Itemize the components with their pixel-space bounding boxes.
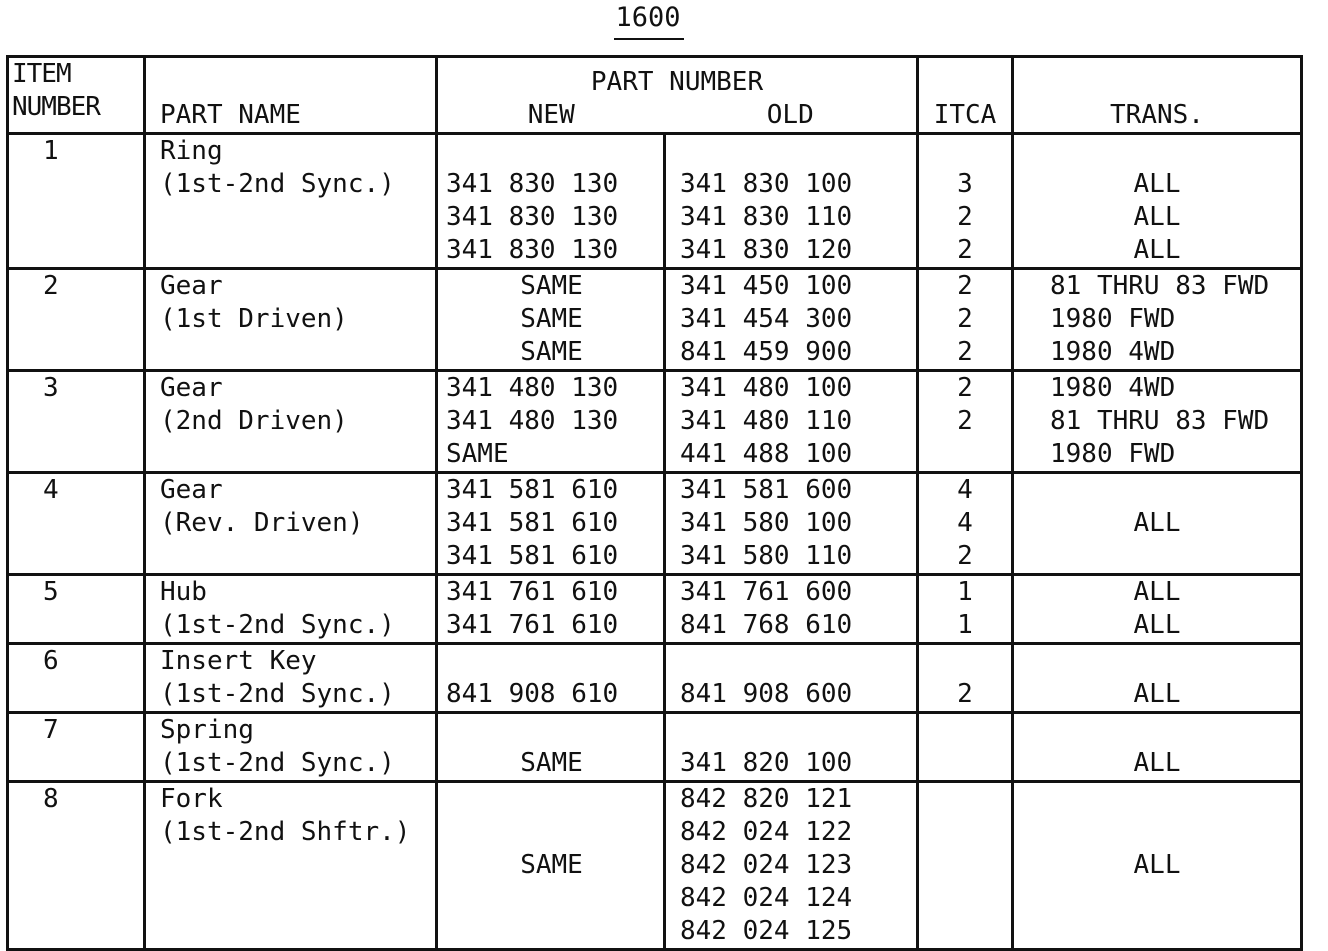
trans-cell [1013,782,1302,950]
itca-cell [918,269,1013,371]
new-part-number-cell [437,782,665,950]
item-number-cell [8,713,145,782]
itca-value: 2 [957,304,973,334]
trans-value: ALL [1133,610,1181,640]
itca-value: 4 [957,475,973,505]
old-part-number: 341 830 110 [680,202,853,232]
new-part-number: 341 830 130 [446,235,619,265]
part-name-line: (1st-2nd Shftr.) [160,817,411,847]
itca-value: 2 [957,679,973,709]
old-part-number [680,645,910,678]
old-part-number: 841 908 600 [680,679,853,709]
old-part-number [680,135,910,168]
new-part-number: 341 830 130 [446,169,619,199]
item-number: 7 [43,715,59,745]
trans-value: ALL [1133,577,1181,607]
itca-value [925,747,1005,780]
part-name-line: Hub [160,577,207,607]
item-number-cell [8,782,145,950]
itca-value: 2 [957,202,973,232]
itca-cell [918,782,1013,950]
new-part-number-cell [437,371,665,473]
new-part-number: 341 480 130 [446,373,619,403]
new-part-number: SAME [520,748,583,778]
new-part-number [446,135,657,168]
part-name-cell [145,713,437,782]
itca-value: 2 [957,373,973,403]
item-number-cell [8,134,145,269]
old-part-number [680,714,910,747]
trans-value: ALL [1133,169,1181,199]
new-part-number-cell [437,644,665,713]
itca-value: 2 [957,337,973,367]
new-part-number: 841 908 610 [446,679,619,709]
old-part-number: 341 450 100 [680,271,853,301]
item-number: 8 [43,784,59,814]
itca-value [925,714,1005,747]
new-part-number-cell [437,713,665,782]
part-name-line: Insert Key [160,646,317,676]
trans-value: ALL [1133,508,1181,538]
item-number-cell [8,575,145,644]
trans-value: ALL [1133,679,1181,709]
itca-value: 2 [957,235,973,265]
old-part-number: 842 024 122 [680,817,853,847]
header-part-number: PART NUMBER [437,57,918,100]
part-name-cell [145,134,437,269]
old-part-number: 841 459 900 [680,337,853,367]
itca-cell [918,644,1013,713]
trans-value: 1980 FWD [1050,304,1176,334]
new-part-number: SAME [520,304,583,334]
old-part-number: 341 454 300 [680,304,853,334]
part-name-line: Gear [160,475,223,505]
itca-value [925,645,1005,678]
page-title: 1600 [615,2,681,33]
item-number-cell [8,371,145,473]
itca-value: 2 [957,271,973,301]
item-number: 5 [43,577,59,607]
old-part-number: 341 830 120 [680,235,853,265]
part-name-cell [145,575,437,644]
title-underline [614,38,684,40]
trans-value: 1980 4WD [1050,373,1176,403]
item-number: 1 [43,136,59,166]
itca-cell [918,371,1013,473]
new-part-number: SAME [520,850,583,880]
itca-cell [918,473,1013,575]
part-name-cell [145,473,437,575]
trans-cell [1013,371,1302,473]
trans-value: ALL [1133,748,1181,778]
trans-value: 1980 4WD [1050,337,1176,367]
part-name-cell [145,371,437,473]
part-name-line: (1st-2nd Sync.) [160,169,395,199]
table-row [8,782,1302,950]
new-part-number: SAME [520,337,583,367]
table-row [8,575,1302,644]
trans-value: 81 THRU 83 FWD [1050,271,1270,301]
old-part-number: 341 581 600 [680,475,853,505]
old-part-number-cell [665,575,918,644]
old-part-number: 341 761 600 [680,577,853,607]
itca-cell [918,713,1013,782]
old-part-number: 841 768 610 [680,610,853,640]
new-part-number-cell [437,134,665,269]
table-row [8,473,1302,575]
part-name-line: Ring [160,136,223,166]
trans-value [1020,645,1294,678]
new-part-number: 341 830 130 [446,202,619,232]
part-name-line: Gear [160,271,223,301]
header-trans: TRANS. [1013,57,1302,134]
trans-cell [1013,269,1302,371]
old-part-number-cell [665,782,918,950]
part-name-line: (Rev. Driven) [160,508,364,538]
item-number-cell [8,269,145,371]
trans-value: 81 THRU 83 FWD [1050,406,1270,436]
new-part-number: 341 581 610 [446,541,619,571]
new-part-number [446,645,657,678]
new-part-number-cell [437,575,665,644]
trans-cell [1013,644,1302,713]
trans-value [1020,135,1294,168]
trans-cell [1013,575,1302,644]
old-part-number: 842 024 124 [680,883,853,913]
old-part-number: 842 820 121 [680,784,853,814]
table-row [8,134,1302,269]
trans-value: ALL [1133,235,1181,265]
part-name-line: (1st-2nd Sync.) [160,748,395,778]
parts-table [6,55,1303,951]
new-part-number: 341 480 130 [446,406,619,436]
new-part-number: 341 581 610 [446,475,619,505]
part-name-line: (1st Driven) [160,304,348,334]
part-name-cell [145,269,437,371]
item-number: 2 [43,271,59,301]
trans-value [1020,714,1294,747]
new-part-number [446,714,657,747]
part-name-cell [145,782,437,950]
old-part-number-cell [665,269,918,371]
table-row [8,713,1302,782]
trans-cell [1013,473,1302,575]
item-number: 3 [43,373,59,403]
old-part-number-cell [665,371,918,473]
old-part-number-cell [665,473,918,575]
itca-value: 4 [957,508,973,538]
itca-cell [918,134,1013,269]
trans-cell [1013,713,1302,782]
itca-value: 1 [957,577,973,607]
new-part-number-cell [437,473,665,575]
old-part-number: 341 580 110 [680,541,853,571]
item-number-cell [8,473,145,575]
old-part-number: 341 480 100 [680,373,853,403]
trans-value: ALL [1133,202,1181,232]
part-name-line: (2nd Driven) [160,406,348,436]
header-part-name: PART NAME [145,57,437,134]
part-name-line: Gear [160,373,223,403]
part-name-line: (1st-2nd Sync.) [160,610,395,640]
old-part-number-cell [665,134,918,269]
itca-value: 3 [957,169,973,199]
part-name-line: Fork [160,784,223,814]
itca-value: 1 [957,610,973,640]
itca-value [925,783,1005,816]
old-part-number: 341 820 100 [680,748,853,778]
old-part-number: 341 580 100 [680,508,853,538]
itca-value: 2 [957,406,973,436]
new-part-number: 341 761 610 [446,577,619,607]
item-number-cell [8,644,145,713]
header-old: OLD [665,99,918,134]
new-part-number-cell [437,269,665,371]
part-name-cell [145,644,437,713]
item-number: 4 [43,475,59,505]
table-row [8,644,1302,713]
old-part-number: 842 024 125 [680,916,853,946]
trans-value: ALL [1133,850,1181,880]
old-part-number: 341 480 110 [680,406,853,436]
part-name-line: Spring [160,715,254,745]
itca-cell [918,575,1013,644]
table-row [8,269,1302,371]
new-part-number: SAME [446,439,509,469]
old-part-number-cell [665,644,918,713]
itca-value: 2 [957,541,973,571]
new-part-number: 341 581 610 [446,508,619,538]
trans-cell [1013,134,1302,269]
part-name-line: (1st-2nd Sync.) [160,679,395,709]
table-row [8,371,1302,473]
new-part-number: SAME [520,271,583,301]
itca-value [925,135,1005,168]
old-part-number: 842 024 123 [680,850,853,880]
header-item-number: ITEM NUMBER [8,57,145,134]
header-new: NEW [437,99,665,134]
trans-value: 1980 FWD [1050,439,1176,469]
old-part-number: 441 488 100 [680,439,853,469]
old-part-number: 341 830 100 [680,169,853,199]
item-number: 6 [43,646,59,676]
itca-value [925,438,1005,471]
header-itca: ITCA [918,57,1013,134]
new-part-number: 341 761 610 [446,610,619,640]
old-part-number-cell [665,713,918,782]
